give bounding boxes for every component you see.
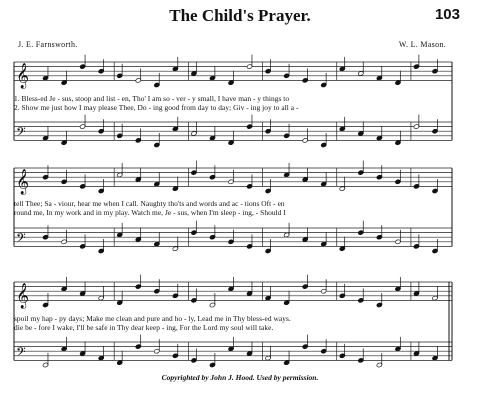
- copyright-notice: Copyrighted by John J. Hood. Used by permission.: [161, 373, 319, 382]
- bass-clef-2: 𝄢: [16, 230, 26, 249]
- page-number: 103: [434, 6, 460, 23]
- treble-clef-1: 𝄞: [16, 63, 30, 89]
- treble-clef-3: 𝄞: [16, 283, 30, 309]
- treble-clef-2: 𝄞: [16, 169, 30, 195]
- lyric-line-system1-verse1: 1. Bless-ed Je - sus, stoop and list - en, Tho' I am so - ver - y small, I have man - y things to: [14, 94, 290, 103]
- bass-clef-3: 𝄢: [16, 344, 26, 363]
- hymn-title: The Child's Prayer.: [169, 6, 311, 25]
- composer-credit: W. L. Mason.: [398, 40, 446, 49]
- lyric-line-system2-verse1: tell Thee; Sa - viour, hear me when I call. Naughty tho'ts and words and ac - tions Oft - en: [14, 199, 285, 208]
- lyric-line-system3-verse2: die be - fore I wake, I'll be safe in Thy dear keep - ing, For the Lord my soul will take.: [14, 323, 274, 332]
- lyric-line-system3-verse1: spoil my hap - py days; Make me clean and pure and ho - ly, Lead me in Thy bless-ed ways.: [14, 314, 291, 323]
- lyric-line-system2-verse2: round me, In my work and in my play. Watch me, Je - sus, when I'm sleep - ing, - Should I: [14, 208, 286, 217]
- lyric-line-system1-verse2: 2. Show me just how I may please Thee, Do - ing good from day to day; Giv - ing joy to all a -: [14, 103, 299, 112]
- lyricist-credit: J. E. Farnsworth.: [18, 40, 78, 49]
- bass-clef-1: 𝄢: [16, 124, 26, 143]
